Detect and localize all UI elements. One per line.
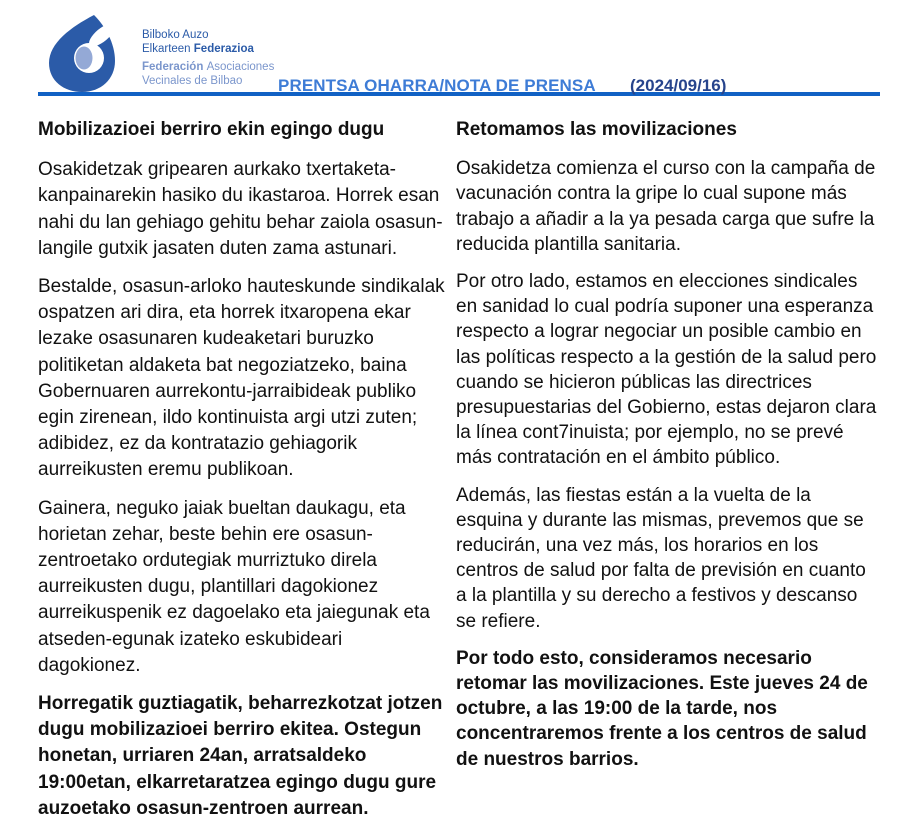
basque-paragraph-3: Gainera, neguko jaiak bueltan daukagu, eta horietan zehar, beste behin ere osasun-zentroetako ordutegiak murriztuko direla aurreikusten dugu, plantillari dagokionez aurreikuspenik ez dagoelako eta jaiegunak eta atseden-egunak izateko eskubideari dagokionez.	[38, 497, 430, 676]
spanish-column	[456, 117, 877, 828]
two-column-body	[38, 117, 880, 828]
federation-name-spanish-line1-bold: Federación	[142, 61, 207, 73]
basque-column	[38, 117, 447, 828]
federation-name	[142, 14, 274, 88]
federation-name-spanish-line2: Vecinales de Bilbao	[142, 74, 243, 87]
press-release-title: PRENTSA OHARRA/NOTA DE PRENSA	[278, 76, 596, 95]
federation-name-spanish-line1-normal: Asociaciones	[206, 61, 275, 73]
federation-name-basque-line2-normal: Elkarteen	[142, 42, 194, 55]
spanish-paragraph-1: Osakidetza comienza el curso con la campaña de vacunación contra la gripe lo cual supone más trabajo a añadir a la ya pesada carga que sufre la reducida plantilla sanitaria.	[456, 158, 876, 255]
water-drop-logo-icon	[38, 14, 126, 92]
federation-name-spanish-line1	[142, 61, 274, 75]
basque-paragraph-2: Bestalde, osasun-arloko hauteskunde sindikalak ospatzen ari dira, eta horrek itxaropena ekar lezake osasunaren kudeaketari buruzko politiketan aldaketa bat negoziatzeko, baina Gobernuaren aurrekontu-jarraibideak publiko egin zirenean, ildo kontinuista argi utzi zuten; adibidez, ez da kontratazio gehiagorik aurreikusten eremu publikoan.	[38, 276, 445, 481]
federation-name-basque	[142, 29, 274, 56]
basque-paragraph-1: Osakidetzak gripearen aurkako txertaketa-kanpainarekin hasiko du ikastaroa. Horrek esan nahi du lan gehiago gehitu behar zaiola osasun-langile gutxik jasaten duten zama astunari.	[38, 159, 443, 259]
spanish-column-heading: Retomamos las movilizaciones	[456, 119, 737, 140]
federation-name-basque-line1: Bilboko Auzo	[142, 29, 209, 41]
spanish-paragraph-3: Además, las fiestas están a la vuelta de la esquina y durante las mismas, prevemos que se reducirán, una vez más, los horarios en los centros de salud por falta de previsión en cuanto a la plantilla y su derecho a festivos y descanso se refiere.	[456, 484, 866, 632]
federation-name-basque-line2-bold: Federazioa	[193, 42, 254, 55]
federation-name-spanish	[142, 61, 274, 88]
spanish-call-to-action: Por todo esto, consideramos necesario retomar las movilizaciones. Este jueves 24 de octubre, a las 19:00 de la tarde, nos concentraremos frente a los centros de salud de nuestros barrios.	[456, 647, 868, 770]
header	[38, 14, 880, 95]
federation-name-basque-line2	[142, 43, 274, 57]
press-release-date: (2024/09/16)	[630, 76, 727, 95]
spanish-paragraph-2: Por otro lado, estamos en elecciones sindicales en sanidad lo cual podría suponer una esperanza respecto a lograr negociar un posible cambio en las políticas respecto a la gestión de la salud pero cuando se hicieron públicas las directrices presupuestarias del Gobierno, estas dejaron clara la línea cont7inuista; por ejemplo, no se prevé más contratación en el ámbito público.	[456, 271, 877, 469]
basque-call-to-action: Horregatik guztiagatik, beharrezkotzat jotzen dugu mobilizazioei berriro ekitea. Ostegun honetan, urriaren 24an, arratsaldeko 19:00etan, elkarretaratzea egingo dugu gure auzoetako osasun-zentroen aurrean.	[38, 693, 443, 819]
basque-column-heading: Mobilizazioei berriro ekin egingo dugu	[38, 119, 385, 140]
